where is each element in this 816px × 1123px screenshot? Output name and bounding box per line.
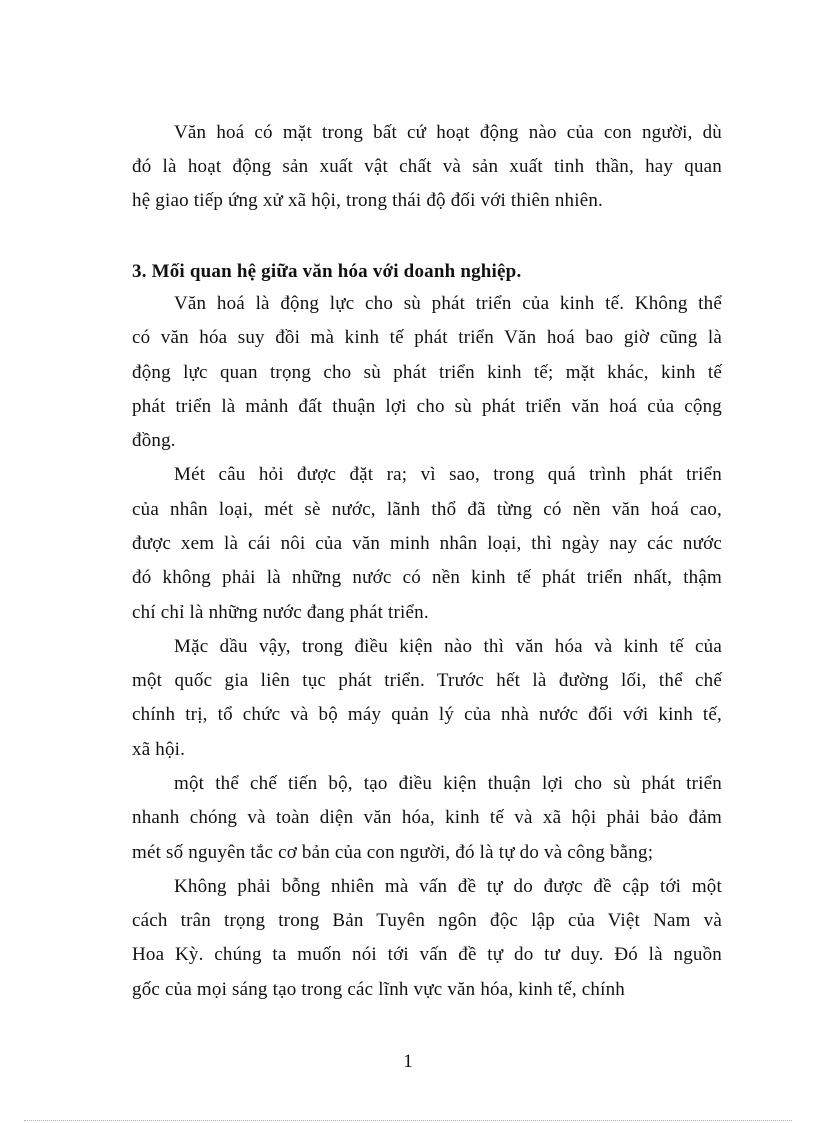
paragraph-line: Mét câu hỏi được đặt ra; vì sao, trong quá trình phát triển — [174, 464, 722, 485]
paragraph-line: động lực quan trọng cho sù phát triển kinh tế; mặt khác, kinh tế — [132, 362, 722, 383]
paragraph-line: chí chỉ là những nước đang phát triển. — [132, 602, 429, 623]
paragraph-line: của nhân loại, mét sè nước, lãnh thổ đã từng có nền văn hoá cao, — [132, 499, 722, 520]
paragraph-line: Văn hoá là động lực cho sù phát triển của kinh tế. Không thể — [174, 293, 722, 314]
paragraph-line: nhanh chóng và toàn diện văn hóa, kinh tế và xã hội phải bảo đảm — [132, 807, 722, 828]
paragraph-line: phát triển là mảnh đất thuận lợi cho sù phát triển văn hoá của cộng — [132, 396, 722, 417]
section-heading: 3. Mối quan hệ giữa văn hóa với doanh nghiệp. — [132, 261, 522, 282]
paragraph-line: có văn hóa suy đồi mà kinh tế phát triển Văn hoá bao giờ cũng là — [132, 327, 722, 348]
paragraph-line: Văn hoá có mặt trong bất cứ hoạt động nào của con người, dù — [174, 122, 722, 143]
paragraph-line: Mặc dầu vậy, trong điều kiện nào thì văn hóa và kinh tế của — [174, 636, 722, 657]
page-bottom-divider — [24, 1120, 792, 1121]
paragraph-line: gốc của mọi sáng tạo trong các lĩnh vực văn hóa, kinh tế, chính — [132, 979, 626, 1000]
paragraph-line: chính trị, tổ chức và bộ máy quản lý của nhà nước đối với kinh tế, — [132, 704, 722, 725]
paragraph-line: được xem là cái nôi của văn minh nhân loại, thì ngày nay các nước — [132, 533, 722, 554]
page-number: 1 — [403, 1051, 413, 1072]
paragraph-line: cách trân trọng trong Bản Tuyên ngôn độc lập của Việt Nam và — [132, 910, 722, 931]
paragraph-line: một quốc gia liên tục phát triển. Trước hết là đường lối, thể chế — [132, 670, 722, 691]
paragraph-line: mét số nguyên tắc cơ bản của con người, đó là tự do và công bằng; — [132, 842, 654, 863]
paragraph-line: hệ giao tiếp ứng xử xã hội, trong thái độ đối với thiên nhiên. — [132, 190, 603, 211]
paragraph-line: xã hội. — [132, 739, 186, 760]
paragraph-line: một thể chế tiến bộ, tạo điều kiện thuận lợi cho sù phát triển — [174, 773, 722, 794]
paragraph-line: đó không phải là những nước có nền kinh tế phát triển nhất, thậm — [132, 567, 722, 588]
paragraph-line: đồng. — [132, 430, 176, 451]
paragraph-line: đó là hoạt động sản xuất vật chất và sản xuất tinh thần, hay quan — [132, 156, 722, 177]
paragraph-line: Không phải bỗng nhiên mà vấn đề tự do được đề cập tới một — [174, 876, 722, 897]
paragraph-line: Hoa Kỳ. chúng ta muốn nói tới vấn đề tự do tư duy. Đó là nguồn — [132, 944, 722, 965]
